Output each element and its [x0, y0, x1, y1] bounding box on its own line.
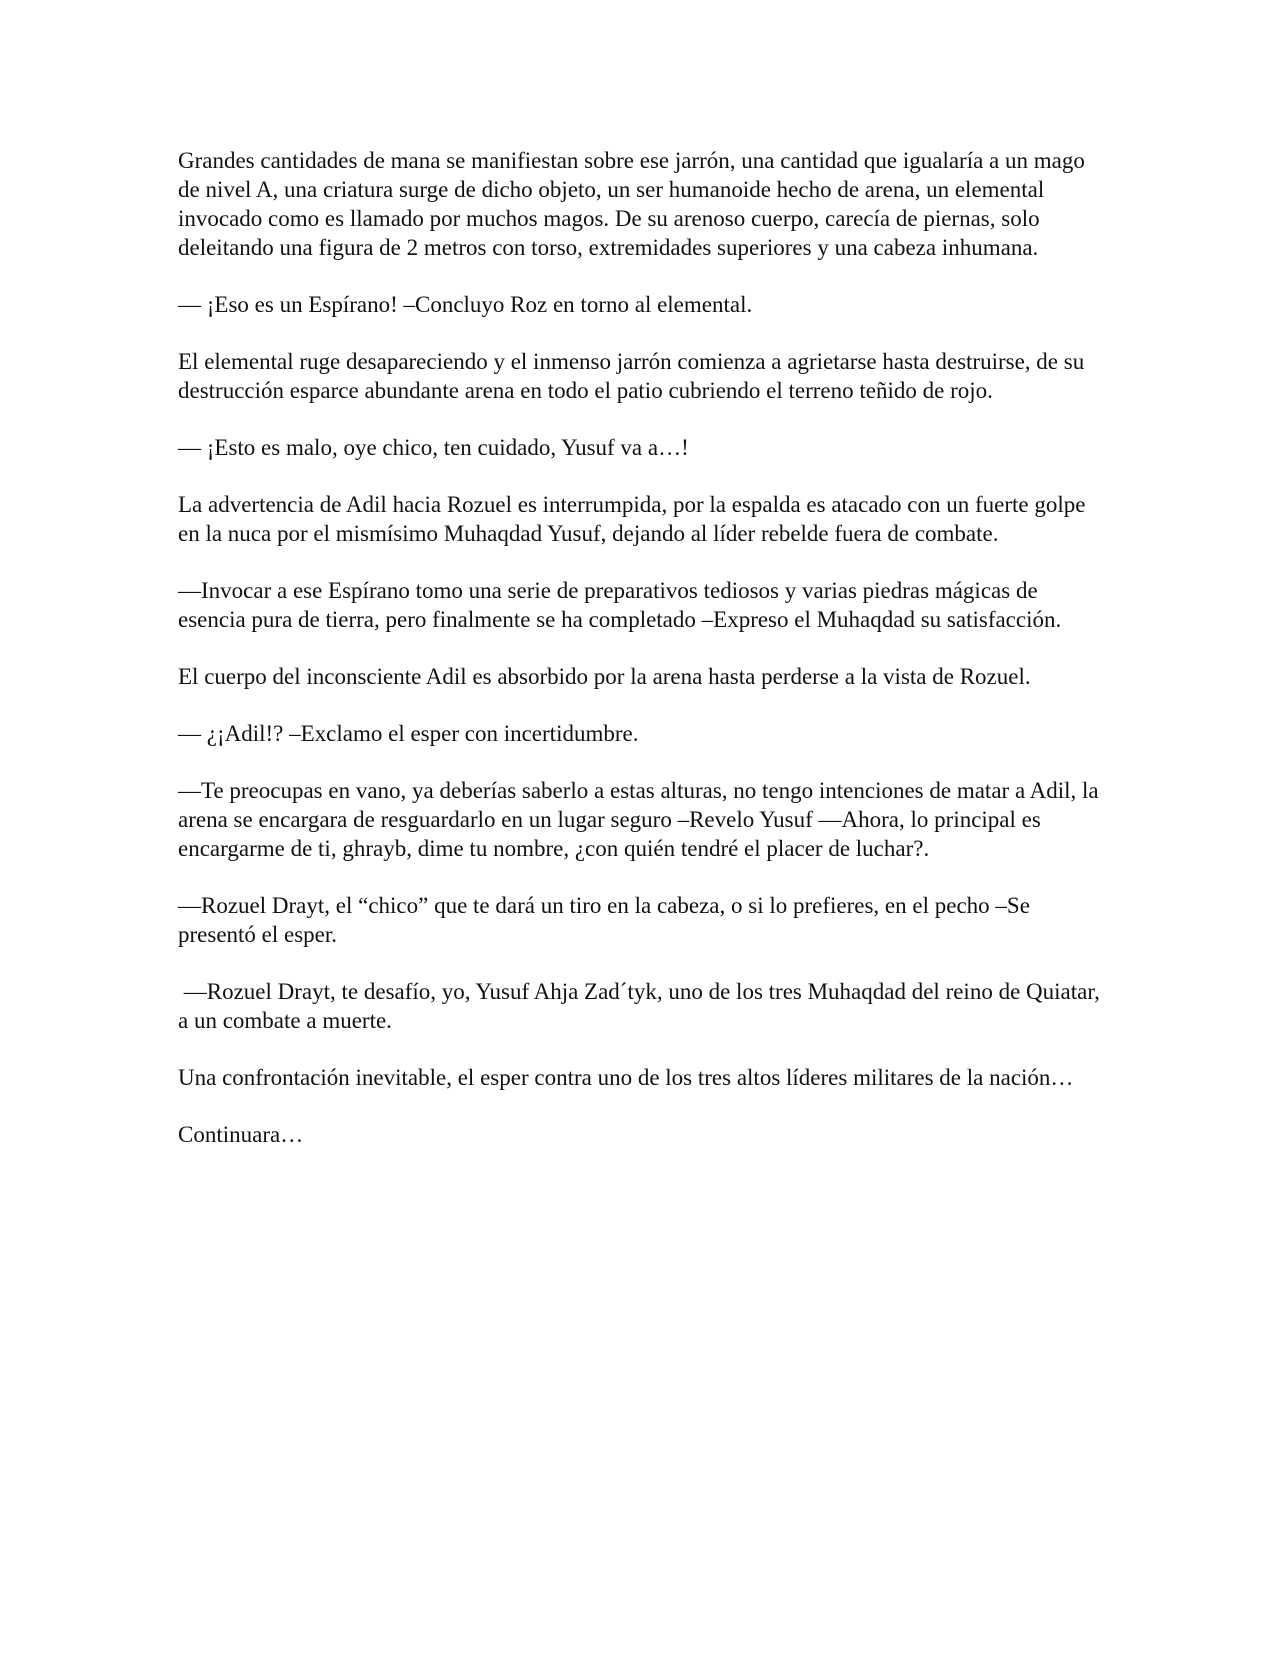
paragraph-5: La advertencia de Adil hacia Rozuel es interrumpida, por la espalda es atacado con un fuerte golpe en la nuca por el mismísimo Muhaqdad Yusuf, dejando al líder rebelde fuera de combate. [178, 492, 1092, 546]
paragraph-6: —Invocar a ese Espírano tomo una serie de preparativos tediosos y varias piedras mágicas de esencia pura de tierra, pero finalmente se ha completado –Expreso el Muhaqdad su satisfacción. [178, 578, 1062, 632]
paragraph-13: Continuara… [178, 1122, 304, 1147]
document-page [178, 146, 1108, 1177]
paragraph-8: — ¿¡Adil!? –Exclamo el esper con incertidumbre. [178, 721, 639, 746]
paragraph-7: El cuerpo del inconsciente Adil es absorbido por la arena hasta perderse a la vista de Rozuel. [178, 664, 1031, 689]
paragraph-11: —Rozuel Drayt, te desafío, yo, Yusuf Ahja Zad´tyk, uno de los tres Muhaqdad del reino de Quiatar, a un combate a muerte. [178, 979, 1106, 1033]
paragraph-1: Grandes cantidades de mana se manifiestan sobre ese jarrón, una cantidad que igualaría a un mago de nivel A, una criatura surge de dicho objeto, un ser humanoide hecho de arena, un elemental invocado como es llamado por muchos magos. De su arenoso cuerpo, carecía de piernas, solo deleitando una figura de 2 metros con torso, extremidades superiores y una cabeza inhumana. [178, 148, 1091, 260]
paragraph-10: —Rozuel Drayt, el “chico” que te dará un tiro en la cabeza, o si lo prefieres, en el pecho –Se presentó el esper. [178, 893, 1036, 947]
paragraph-3: El elemental ruge desapareciendo y el inmenso jarrón comienza a agrietarse hasta destruirse, de su destrucción esparce abundante arena en todo el patio cubriendo el terreno teñido de rojo. [178, 349, 1090, 403]
paragraph-2: — ¡Eso es un Espírano! –Concluyo Roz en torno al elemental. [178, 292, 753, 317]
paragraph-4: — ¡Esto es malo, oye chico, ten cuidado, Yusuf va a…! [178, 435, 689, 460]
paragraph-12: Una confrontación inevitable, el esper contra uno de los tres altos líderes militares de la nación… [178, 1065, 1074, 1090]
paragraph-9: —Te preocupas en vano, ya deberías saberlo a estas alturas, no tengo intenciones de matar a Adil, la arena se encargara de resguardarlo en un lugar seguro –Revelo Yusuf —Ahora, lo principal es encargarme de ti, ghrayb, dime tu nombre, ¿con quién tendré el placer de luchar?. [178, 778, 1105, 861]
